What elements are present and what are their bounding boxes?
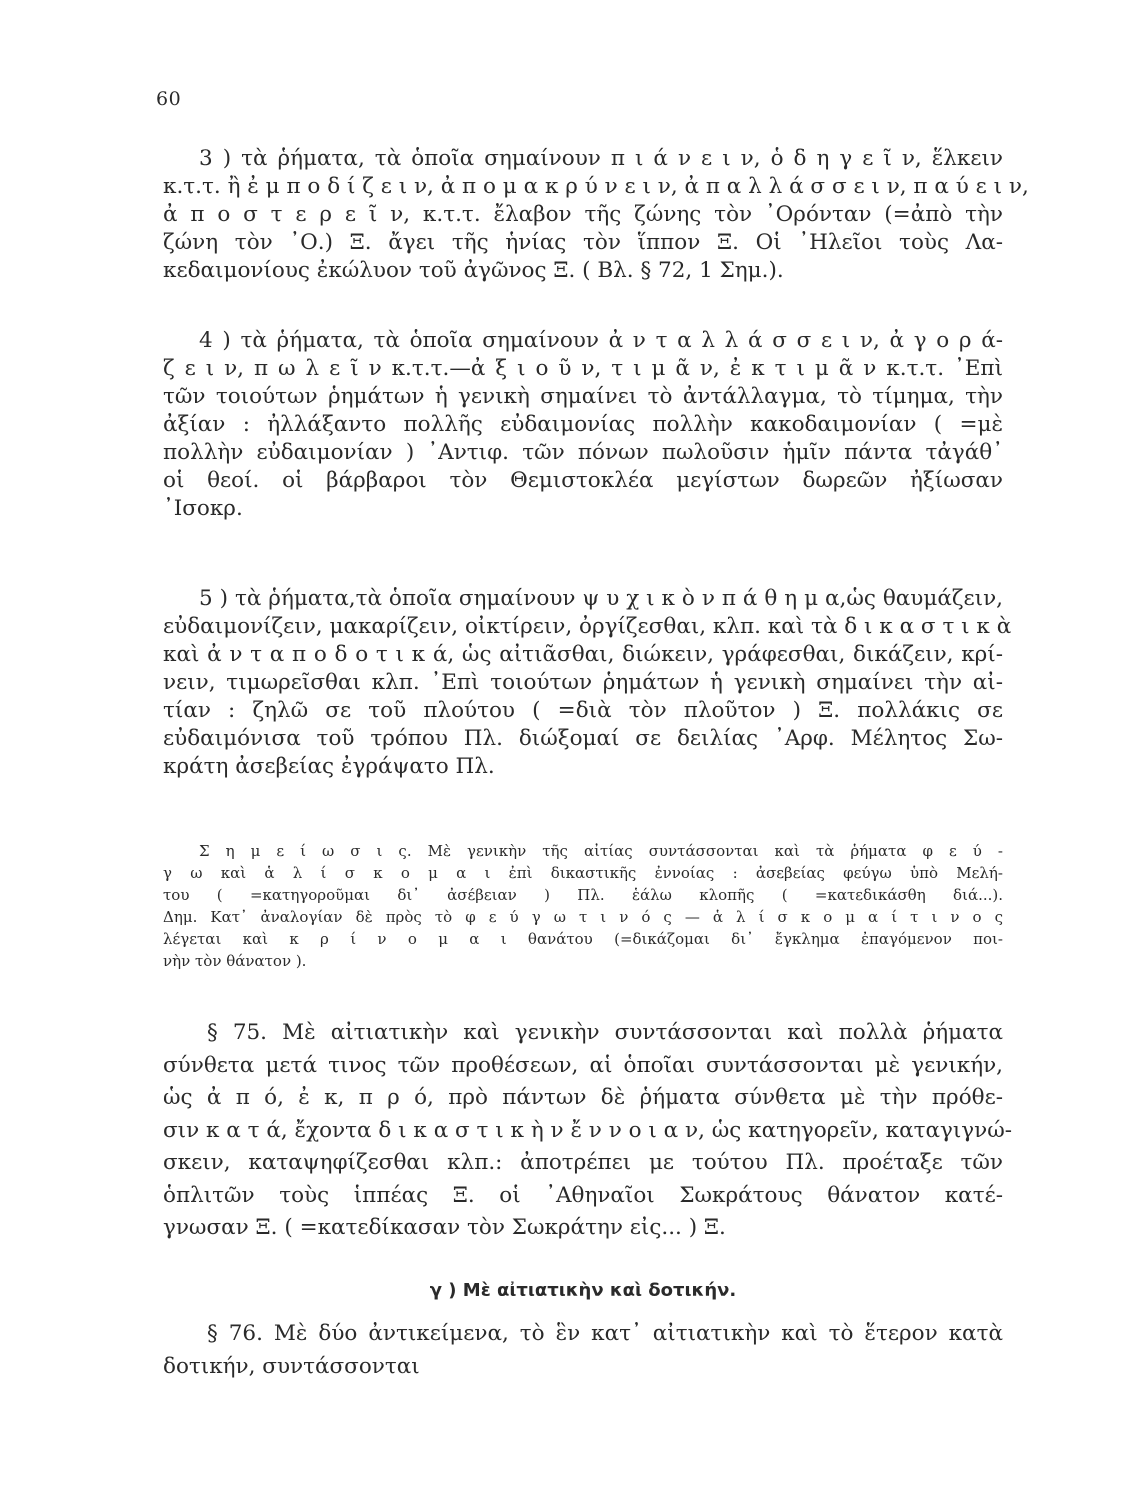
text-line: Δημ. Κατ᾿ ἀναλογίαν δὲ πρὸς τὸ φ ε ύ γ ω τ ι ν ό ς — ἁ λ ί σ κ ο μ α ί τ ι ν ο ς bbox=[163, 908, 1003, 926]
text-line: εὐδαιμόνισα τοῦ τρόπου Πλ. διώξομαί σε δειλίας ᾿Αρφ. Μέλητος Σω- bbox=[163, 726, 1003, 751]
text-line: 5 ) τὰ ῥήματα,τὰ ὁποῖα σημαίνουν ψ υ χ ι κ ὸ ν π ά θ η μ α,ὡς θαυμάζειν, bbox=[199, 586, 1003, 611]
text-line: νὴν τὸν θάνατον ). bbox=[163, 952, 307, 970]
text-line: σύνθετα μετά τινος τῶν προθέσεων, αἱ ὁποῖαι συντάσσονται μὲ γενικήν, bbox=[163, 1052, 1003, 1078]
text-line: τίαν : ζηλῶ σε τοῦ πλούτου ( =διὰ τὸν πλοῦτον ) Ξ. πολλάκις σε bbox=[163, 698, 1003, 723]
section-75 bbox=[163, 1017, 1012, 1245]
text-line: § 76. Μὲ δύο ἀντικείμενα, τὸ ἓν κατ᾿ αἰτιατικὴν καὶ τὸ ἕτερον κατὰ bbox=[207, 1321, 1003, 1346]
text-line: κ.τ.τ. ἢ ἐ μ π ο δ ί ζ ε ι ν, ἀ π ο μ α κ ρ ύ ν ε ι ν, ἀ π α λ λ ά σ σ ε ι ν, π α ύ ε ι ν, bbox=[163, 174, 1029, 199]
text-line: νειν, τιμωρεῖσθαι κλπ. ᾿Επὶ τοιούτων ῥημάτων ἡ γενικὴ σημαίνει τὴν αἰ- bbox=[163, 670, 1003, 695]
text-line: γνωσαν Ξ. ( =κατεδίκασαν τὸν Σωκράτην εἰς... ) Ξ. bbox=[163, 1215, 726, 1240]
text-line: του ( =κατηγοροῦμαι δι᾿ ἀσέβειαν ) Πλ. ἑάλω κλοπῆς ( =κατεδικάσθη διά...). bbox=[163, 886, 1003, 904]
note-block bbox=[163, 840, 1003, 972]
paragraph-5 bbox=[163, 585, 1012, 781]
text-line: κράτη ἀσεβείας ἐγράψατο Πλ. bbox=[163, 754, 495, 779]
page-number: 60 bbox=[156, 88, 182, 110]
text-line: § 75. Μὲ αἰτιατικὴν καὶ γενικὴν συντάσσονται καὶ πολλὰ ῥήματα bbox=[207, 1020, 1003, 1045]
text-line: ὡς ἀ π ό, ἐ κ, π ρ ό, πρὸ πάντων δὲ ῥήματα σύνθετα μὲ τὴν πρόθε- bbox=[163, 1085, 1003, 1110]
text-line: καὶ ἀ ν τ α π ο δ ο τ ι κ ά, ὡς αἰτιᾶσθαι, διώκειν, γράφεσθαι, δικάζειν, κρί- bbox=[163, 642, 1003, 667]
text-line: οἱ θεοί. οἱ βάρβαροι τὸν Θεμιστοκλέα μεγίστων δωρεῶν ἠξίωσαν bbox=[163, 468, 1003, 493]
text-line: εὐδαιμονίζειν, μακαρίζειν, οἰκτίρειν, ὀργίζεσθαι, κλπ. καὶ τὰ δ ι κ α σ τ ι κ ὰ bbox=[163, 614, 1012, 639]
text-line: 4 ) τὰ ῥήματα, τὰ ὁποῖα σημαίνουν ἀ ν τ α λ λ ά σ σ ε ι ν, ἀ γ ο ρ ά- bbox=[199, 328, 1003, 353]
text-line: λέγεται καὶ κ ρ ί ν ο μ α ι θανάτου (=δικάζομαι δι᾿ ἔγκλημα ἐπαγόμενον ποι- bbox=[163, 930, 1003, 948]
text-line: ᾿Ισοκρ. bbox=[163, 496, 243, 521]
section-76 bbox=[163, 1318, 1003, 1383]
text-line: δοτικήν, συντάσσονται bbox=[163, 1353, 420, 1379]
text-line: ἀξίαν : ἠλλάξαντο πολλῆς εὐδαιμονίας πολλὴν κακοδαιμονίαν ( =μὲ bbox=[163, 412, 1003, 437]
text-line: γ ω καὶ ἁ λ ί σ κ ο μ α ι ἐπὶ δικαστικῆς ἐννοίας : ἀσεβείας φεύγω ὑπὸ Μελή- bbox=[163, 864, 1003, 882]
text-line: ζώνη τὸν ᾿Ο.) Ξ. ἄγει τῆς ἡνίας τὸν ἵππον Ξ. Οἱ ᾿Ηλεῖοι τοὺς Λα- bbox=[163, 230, 1003, 255]
text-line: ζ ε ι ν, π ω λ ε ῖ ν κ.τ.τ.—ἀ ξ ι ο ῦ ν, τ ι μ ᾶ ν, ἐ κ τ ι μ ᾶ ν κ.τ.τ. ᾿Επὶ bbox=[163, 356, 1003, 381]
text-line: τῶν τοιούτων ῥημάτων ἡ γενικὴ σημαίνει τὸ ἀντάλλαγμα, τὸ τίμημα, τὴν bbox=[163, 384, 1003, 409]
text-line: Σ η μ ε ί ω σ ι ς. Μὲ γενικὴν τῆς αἰτίας συντάσσονται καὶ τὰ ῥήματα φ ε ύ - bbox=[199, 842, 1003, 860]
text-line: κεδαιμονίους ἐκώλυον τοῦ ἀγῶνος Ξ. ( Βλ. § 72, 1 Σημ.). bbox=[163, 258, 784, 283]
text-line: ὁπλιτῶν τοὺς ἱππέας Ξ. οἱ ᾿Αθηναῖοι Σωκράτους θάνατον κατέ- bbox=[163, 1182, 1003, 1208]
paragraph-3 bbox=[163, 145, 1029, 285]
text-line: σκειν, καταψηφίζεσθαι κλπ.: ἀποτρέπει με τούτου Πλ. προέταξε τῶν bbox=[163, 1150, 1003, 1175]
paragraph-4 bbox=[163, 327, 1003, 523]
text-line: πολλὴν εὐδαιμονίαν ) ᾿Αντιφ. τῶν πόνων πωλοῦσιν ἡμῖν πάντα τἀγάθ᾿ bbox=[163, 440, 1003, 465]
section-heading: γ ) Μὲ αἰτιατικὴν καὶ δοτικήν. bbox=[429, 1280, 737, 1301]
text-line: ἀ π ο σ τ ε ρ ε ῖ ν, κ.τ.τ. ἔλαβον τῆς ζώνης τὸν ᾿Ορόνταν (=ἀπὸ τὴν bbox=[163, 202, 1003, 227]
text-line: 3 ) τὰ ῥήματα, τὰ ὁποῖα σημαίνουν π ι ά ν ε ι ν, ὁ δ η γ ε ῖ ν, ἕλκειν bbox=[199, 146, 1003, 171]
text-line: σιν κ α τ ά, ἔχοντα δ ι κ α σ τ ι κ ὴ ν ἔ ν ν ο ι α ν, ὡς κατηγορεῖν, καταγιγνώ- bbox=[163, 1117, 1012, 1143]
